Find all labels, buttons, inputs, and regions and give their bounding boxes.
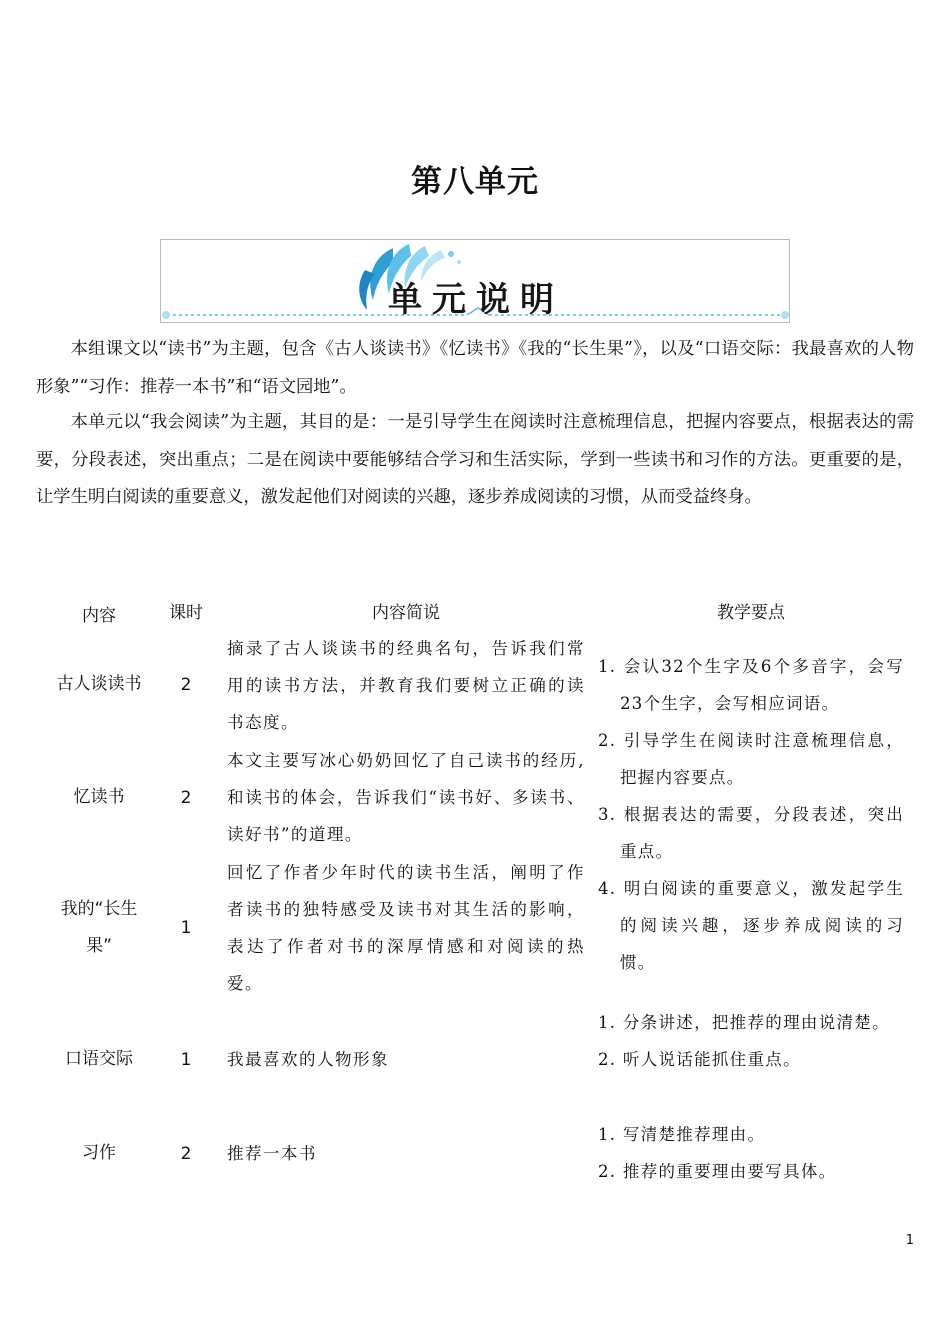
table-cell-content: 习作 [82, 1143, 116, 1163]
intro-paragraph: 本组课文以“读书”为主题，包含《古人谈读书》《忆读书》《我的“长生果”》，以及“口语交际：我最喜欢的人物形象”“习作：推荐一本书”和“语文园地”。 [36, 339, 914, 397]
table-cell-content: 口语交际 [65, 1049, 133, 1069]
page-title: 第八单元 [411, 164, 539, 200]
teaching-point: 1. 分条讲述，把推荐的理由说清楚。 [598, 1013, 890, 1032]
teaching-point: 1. 写清楚推荐理由。 [598, 1125, 766, 1144]
teaching-points-reading [598, 648, 904, 981]
table-header-hours: 课时 [169, 603, 203, 623]
table-cell-content: 古人谈读书 [56, 674, 142, 694]
table-cell-summary: 本文主要写冰心奶奶回忆了自己读书的经历,和读书的体会，告诉我们“读书好、多读书、读好书”的道理。 [227, 751, 585, 844]
table-cell-hours: 1 [180, 1050, 192, 1070]
table-cell-hours: 2 [180, 1144, 192, 1164]
page-number: 1 [905, 1233, 914, 1248]
table-cell-summary: 我最喜欢的人物形象 [227, 1050, 389, 1069]
teaching-point: 2. 听人说话能抓住重点。 [598, 1050, 801, 1069]
table-header-summary: 内容简说 [372, 603, 440, 623]
banner-title: 单元说明 [388, 280, 564, 320]
teaching-point: 2. 推荐的重要理由要写具体。 [598, 1162, 837, 1181]
teaching-points-oral [598, 1004, 904, 1078]
table-cell-hours: 2 [180, 675, 192, 695]
table-cell-summary: 摘录了古人谈读书的经典名句，告诉我们常用的读书方法，并教育我们要树立正确的读书态度。 [227, 639, 585, 732]
table-cell-content: 我的“长生果” [60, 899, 138, 956]
teaching-point: 1. 会认32个生字及6个多音字，会写23个生字，会写相应词语。 [598, 657, 904, 713]
table-cell-hours: 1 [180, 918, 192, 938]
table-cell-summary: 推荐一本书 [227, 1144, 317, 1163]
table-cell-summary: 回忆了作者少年时代的读书生活，阐明了作者读书的独特感受及读书对其生活的影响，表达了作者对书的深厚情感和对阅读的热爱。 [227, 863, 585, 993]
table-cell-content: 忆读书 [73, 787, 125, 807]
teaching-point: 4. 明白阅读的重要意义，激发起学生的阅读兴趣，逐步养成阅读的习惯。 [598, 879, 904, 972]
table-cell-hours: 2 [180, 788, 192, 808]
table-header-points: 教学要点 [717, 603, 785, 623]
teaching-point: 2. 引导学生在阅读时注意梳理信息，把握内容要点。 [598, 731, 904, 787]
teaching-point: 3. 根据表达的需要，分段表述，突出重点。 [598, 805, 904, 861]
table-header-content: 内容 [82, 606, 116, 626]
intro-paragraph: 本单元以“我会阅读”为主题，其目的是：一是引导学生在阅读时注意梳理信息，把握内容要点，根据表达的需要，分段表述，突出重点；二是在阅读中要能够结合学习和生活实际，学到一些读书和习作的方法。更重要的是，让学生明白阅读的重要意义，激发起他们对阅读的兴趣，逐步养成阅读的习惯，从而受益终身。 [36, 412, 914, 507]
teaching-points-writing [598, 1116, 904, 1190]
